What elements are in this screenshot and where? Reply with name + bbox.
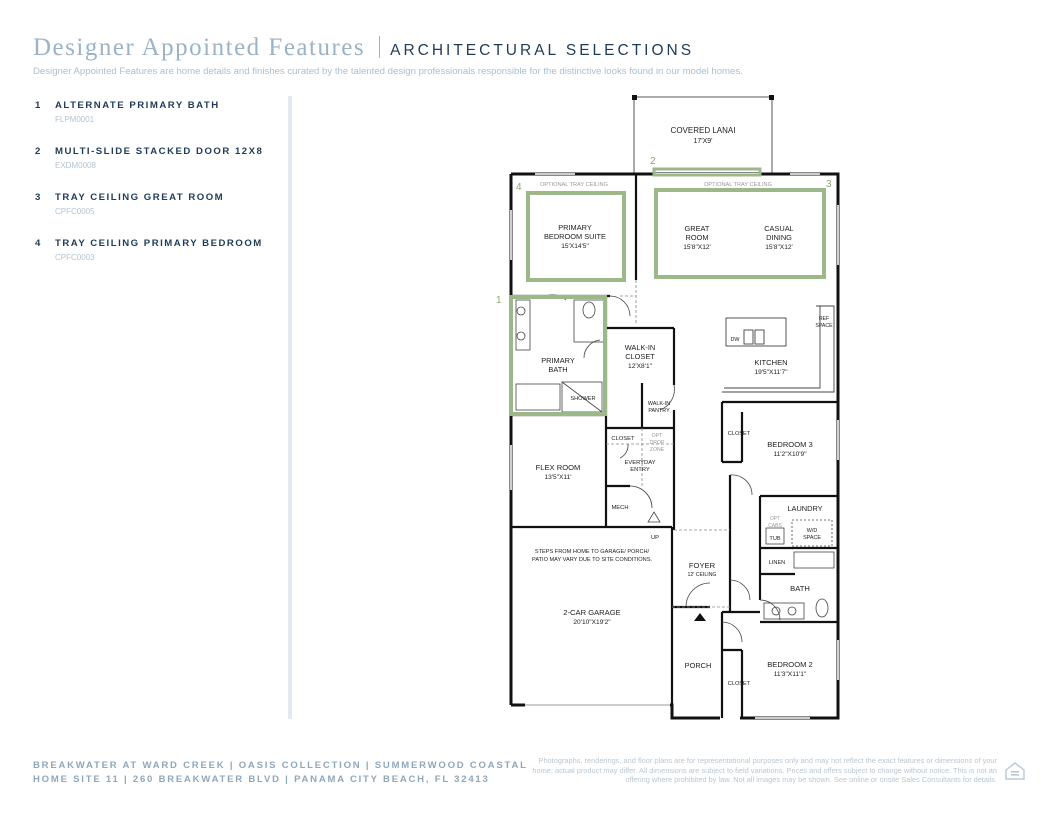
garage-label: 2-CAR GARAGE — [563, 608, 621, 617]
opt-drop-zone-label: OPT — [651, 433, 663, 439]
opt-cabs-label: OPT — [769, 516, 781, 522]
walk-in-closet-label: WALK-IN — [624, 343, 656, 352]
legal-disclaimer: Photographs, renderings, and floor plans are for representational purposes only and may not reflect the exact features or dimensions of your home; actual product may differ. All dimensions are subject to field variations. Prices and offers subject to change without notice. This is not an offering where prohibited by law. Not all images may be shown. See online or onsite Sales Consultants for details. — [532, 756, 997, 785]
garage-note: PATIO MAY VARY DUE TO SITE CONDITIONS. — [532, 557, 652, 563]
opt-drop-zone-label: ZONE — [649, 447, 665, 453]
garage-note: STEPS FROM HOME TO GARAGE/ PORCH/ — [534, 549, 650, 555]
feature-name: TRAY CEILING PRIMARY BEDROOM — [55, 238, 263, 249]
page-title: Designer Appointed Features — [33, 34, 366, 61]
address-line: HOME SITE 11 | 260 BREAKWATER BLVD | PANAMA CITY BEACH, FL 32413 — [33, 774, 490, 785]
opt-drop-zone-label: DROP — [649, 440, 665, 446]
feature-item — [35, 238, 285, 284]
wd-space-label: W/D — [806, 528, 818, 534]
bath-label: BATH — [790, 584, 810, 593]
marker-1: 1 — [496, 295, 502, 306]
bedroom-2-label: BEDROOM 2 — [767, 660, 813, 669]
feature-number: 1 — [35, 100, 41, 111]
primary-bedroom-label: PRIMARY — [558, 223, 592, 232]
mech-label: MECH — [611, 505, 629, 511]
marker-4: 4 — [516, 182, 522, 193]
optional-tray-label: OPTIONAL TRAY CEILING — [540, 182, 608, 188]
feature-code: CPFC0005 — [55, 207, 95, 216]
feature-name: ALTERNATE PRIMARY BATH — [55, 100, 220, 111]
floor-plan — [480, 90, 860, 730]
page-subtitle: ARCHITECTURAL SELECTIONS — [390, 42, 695, 59]
walk-in-pantry-label: PANTRY — [648, 408, 670, 414]
foyer-label: FOYER — [688, 561, 716, 570]
linen-label: LINEN — [768, 560, 786, 566]
bedroom-2-size: 11'3"X11'1" — [773, 671, 807, 678]
closet-label: CLOSET — [611, 436, 635, 442]
feature-item — [35, 192, 285, 238]
feature-name: MULTI-SLIDE STACKED DOOR 12X8 — [55, 146, 264, 157]
foyer-ceiling: 12' CEILING — [687, 572, 717, 578]
walk-in-pantry-label: WALK-IN — [647, 401, 671, 407]
covered-lanai-size: 17'X9' — [693, 138, 713, 145]
great-room-size: 15'8"X12' — [683, 244, 711, 251]
kitchen-size: 19'5"X11'7" — [754, 369, 788, 376]
feature-number: 4 — [35, 238, 41, 249]
covered-lanai-label: COVERED LANAI — [670, 126, 736, 135]
community-line: BREAKWATER AT WARD CREEK | OASIS COLLECTION | SUMMERWOOD COASTAL — [33, 760, 528, 771]
page-header — [33, 34, 694, 62]
marker-3: 3 — [826, 179, 832, 190]
great-room-label: ROOM — [685, 233, 709, 242]
feature-list — [35, 100, 285, 284]
primary-bedroom-size: 15'X14'5" — [561, 243, 589, 250]
up-label: UP — [650, 535, 660, 541]
optional-tray-label: OPTIONAL TRAY CEILING — [704, 182, 772, 188]
tub-label: TUB — [769, 536, 781, 542]
feature-code: EXDM0008 — [55, 161, 96, 170]
everyday-entry-label: EVERYDAY — [624, 460, 656, 466]
flex-room-size: 13'5"X11' — [544, 474, 572, 481]
casual-dining-size: 15'8"X12' — [765, 244, 793, 251]
opt-cabs-label: CABS — [768, 523, 782, 529]
highlight-great-room — [656, 190, 824, 277]
selection-highlights — [511, 169, 824, 414]
page-description: Designer Appointed Features are home details and finishes curated by the talented design professionals responsible for the distinctive looks found in our model homes. — [33, 66, 743, 77]
walk-in-closet-label: CLOSET — [625, 352, 655, 361]
feature-item — [35, 146, 285, 192]
highlight-multi-slide-door — [654, 169, 760, 175]
casual-dining-label: DINING — [766, 233, 792, 242]
casual-dining-label: CASUAL — [764, 224, 794, 233]
doors — [546, 295, 780, 642]
ref-space-label: SPACE — [815, 323, 833, 329]
bedroom-3-label: BEDROOM 3 — [767, 440, 813, 449]
garage-size: 20'10"X19'2" — [573, 619, 611, 626]
laundry-label: LAUNDRY — [787, 504, 823, 513]
entry-arrow-icon — [694, 613, 706, 621]
feature-name: TRAY CEILING GREAT ROOM — [55, 192, 225, 203]
bedroom-3-size: 11'2"X10'9" — [773, 451, 807, 458]
flex-room-label: FLEX ROOM — [535, 463, 581, 472]
feature-number: 3 — [35, 192, 41, 203]
primary-bedroom-label: BEDROOM SUITE — [543, 232, 607, 241]
feature-code: CPFC0003 — [55, 253, 95, 262]
equal-housing-icon — [1004, 760, 1026, 782]
shower-label: SHOWER — [570, 396, 596, 402]
kitchen-counters — [722, 306, 834, 392]
great-room-label: GREAT — [684, 224, 710, 233]
closet-label: CLOSET — [727, 681, 751, 687]
ref-space-label: REF — [818, 316, 830, 322]
marker-2: 2 — [650, 156, 656, 167]
dishwasher-label: DW — [730, 337, 740, 343]
feature-number: 2 — [35, 146, 41, 157]
primary-bath-label: BATH — [548, 365, 568, 374]
section-divider — [288, 96, 292, 719]
porch-label: PORCH — [684, 661, 712, 670]
wd-space-label: SPACE — [803, 535, 821, 541]
feature-item — [35, 100, 285, 146]
kitchen-label: KITCHEN — [754, 358, 788, 367]
feature-code: FLPM0001 — [55, 115, 95, 124]
closet-label: CLOSET — [727, 431, 751, 437]
everyday-entry-label: ENTRY — [630, 467, 650, 473]
title-divider — [379, 36, 380, 58]
walk-in-closet-size: 12'X8'1" — [628, 363, 652, 370]
community-info — [33, 759, 528, 787]
primary-bath-label: PRIMARY — [541, 356, 575, 365]
